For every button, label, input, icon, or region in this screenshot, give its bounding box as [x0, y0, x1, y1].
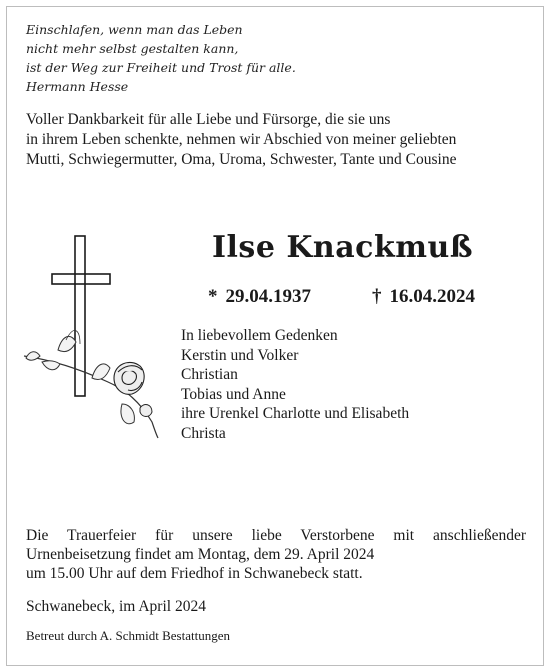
mourner-line: Kerstin und Volker: [181, 346, 299, 364]
birth-date: 29.04.1937: [225, 286, 311, 307]
funeral-info: [26, 526, 526, 583]
mourner-line: Tobias und Anne: [181, 385, 286, 403]
mourner-line: Christa: [181, 424, 226, 442]
undertaker-credit: Betreut durch A. Schmidt Bestattungen: [26, 628, 230, 643]
place-and-date: Schwanebeck, im April 2024: [26, 598, 206, 615]
funeral-line: Urnenbeisetzung findet am Montag, dem 29. April 2024: [26, 546, 375, 563]
funeral-line: Die Trauerfeier für unsere liebe Verstorbene mit anschließender: [26, 527, 526, 544]
death-date: 16.04.2024: [389, 286, 475, 307]
quote-line: ist der Weg zur Freiheit und Trost für alle.: [26, 60, 296, 75]
mourner-line: In liebevollem Gedenken: [181, 327, 338, 344]
quote-line: Einschlafen, wenn man das Leben: [26, 22, 243, 37]
intro-line: in ihrem Leben schenkte, nehmen wir Abschied von meiner geliebten: [26, 131, 457, 148]
mourners-list: [181, 326, 409, 443]
death-date-group: [372, 286, 475, 308]
quote-line: nicht mehr selbst gestalten kann,: [26, 41, 239, 56]
deceased-name: Ilse Knackmuß: [212, 230, 474, 265]
hesse-quote: [26, 20, 296, 96]
mourner-line: ihre Urenkel Charlotte und Elisabeth: [181, 405, 410, 422]
death-symbol: †: [372, 286, 382, 307]
intro-text: [26, 110, 526, 170]
intro-line: Mutti, Schwiegermutter, Oma, Uroma, Schwester, Tante und Cousine: [26, 151, 457, 168]
life-dates: [208, 286, 475, 308]
intro-line: Voller Dankbarkeit für alle Liebe und Fürsorge, die sie uns: [26, 111, 391, 128]
mourner-line: Christian: [181, 366, 238, 383]
birth-symbol: *: [208, 286, 218, 307]
cross-with-rose-icon: [22, 232, 167, 446]
quote-author: Hermann Hesse: [26, 79, 129, 94]
funeral-line: um 15.00 Uhr auf dem Friedhof in Schwanebeck statt.: [26, 565, 363, 582]
